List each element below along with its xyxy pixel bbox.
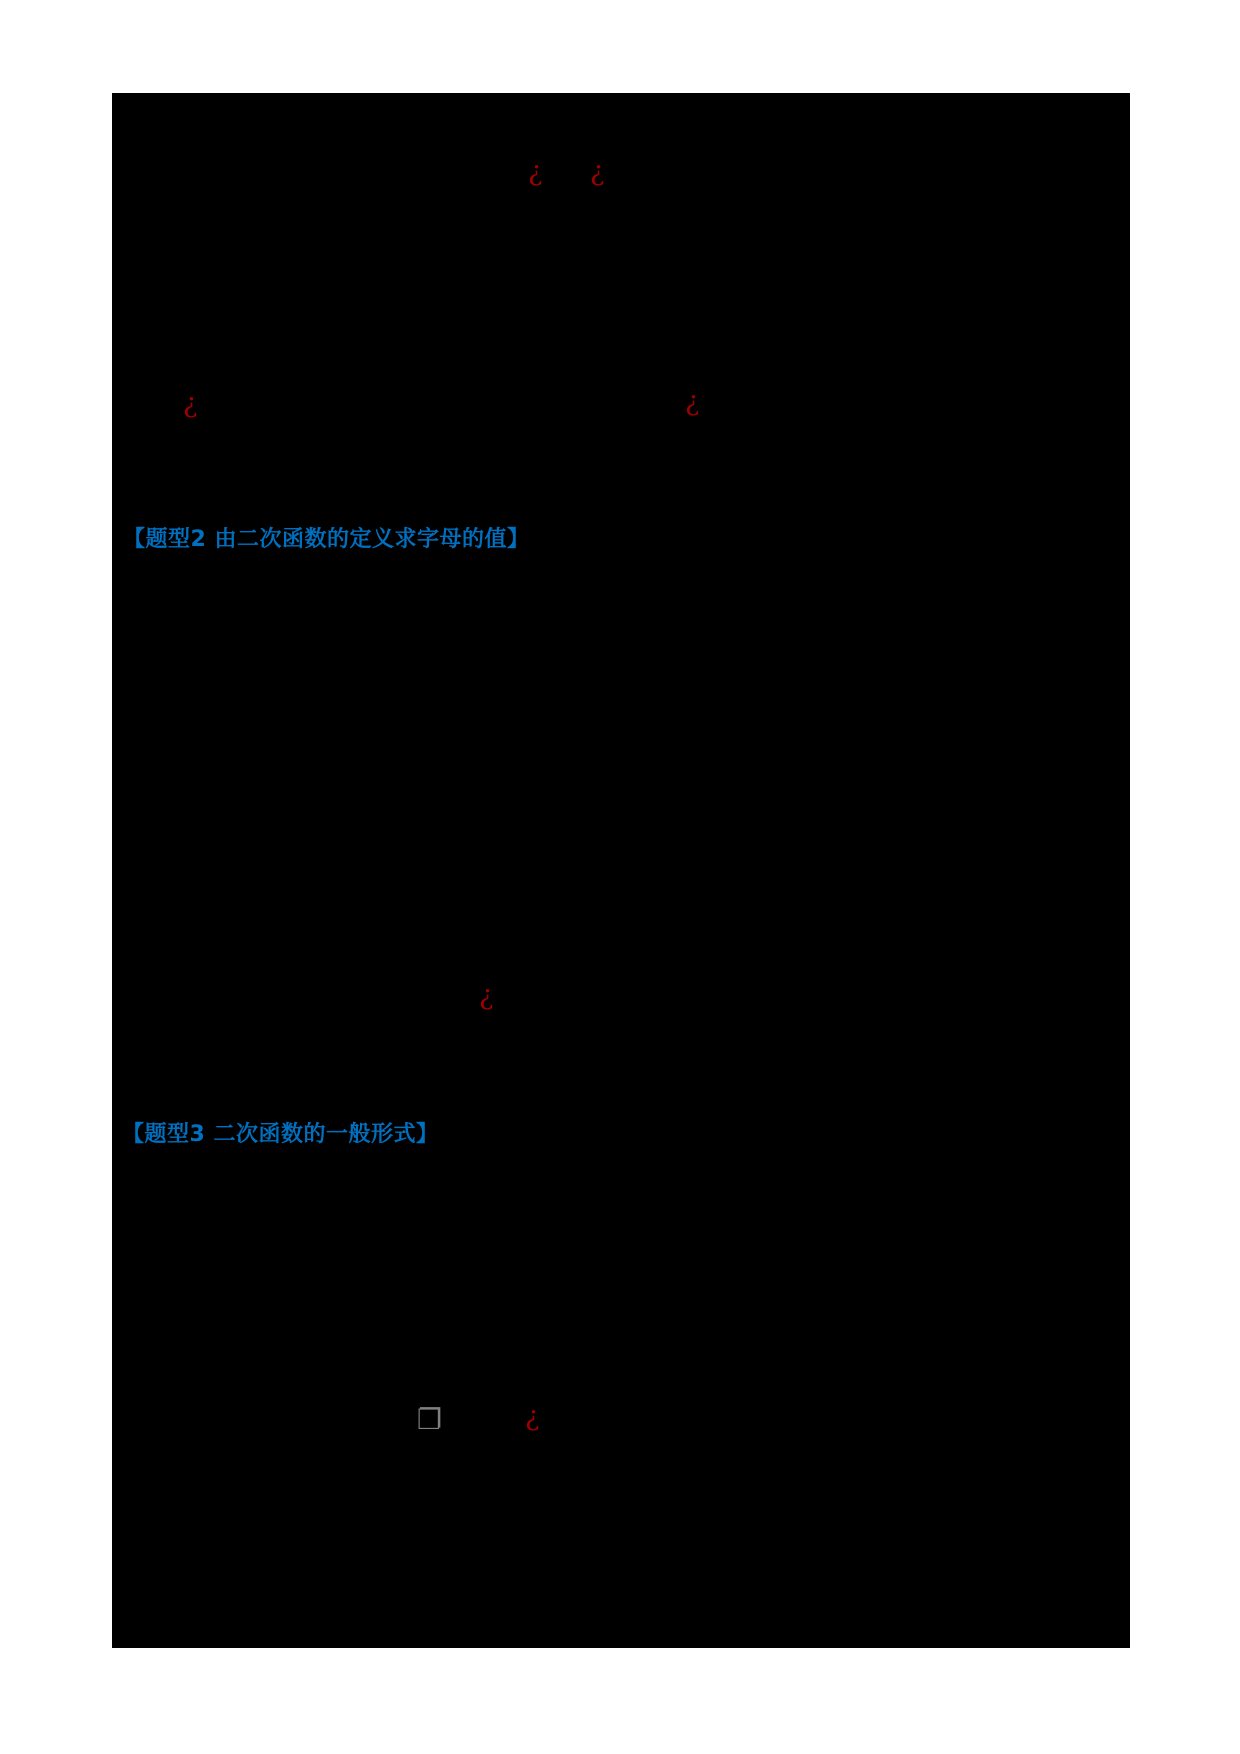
equation-placeholder-5: ¿: [479, 980, 494, 1011]
section-heading-topic3: 【题型3 二次函数的一般形式】: [122, 1122, 439, 1147]
equation-placeholder-1: ¿: [528, 156, 543, 187]
equation-placeholder-2: ¿: [590, 156, 605, 187]
equation-placeholder-3: ¿: [183, 388, 198, 419]
shadowed-square-icon: ❐: [417, 1403, 443, 1436]
section-heading-topic2: 【题型2 由二次函数的定义求字母的值】: [123, 527, 530, 552]
equation-placeholder-4: ¿: [685, 386, 700, 417]
equation-placeholder-6: ¿: [525, 1401, 540, 1432]
page-sheet: [112, 93, 1130, 1648]
